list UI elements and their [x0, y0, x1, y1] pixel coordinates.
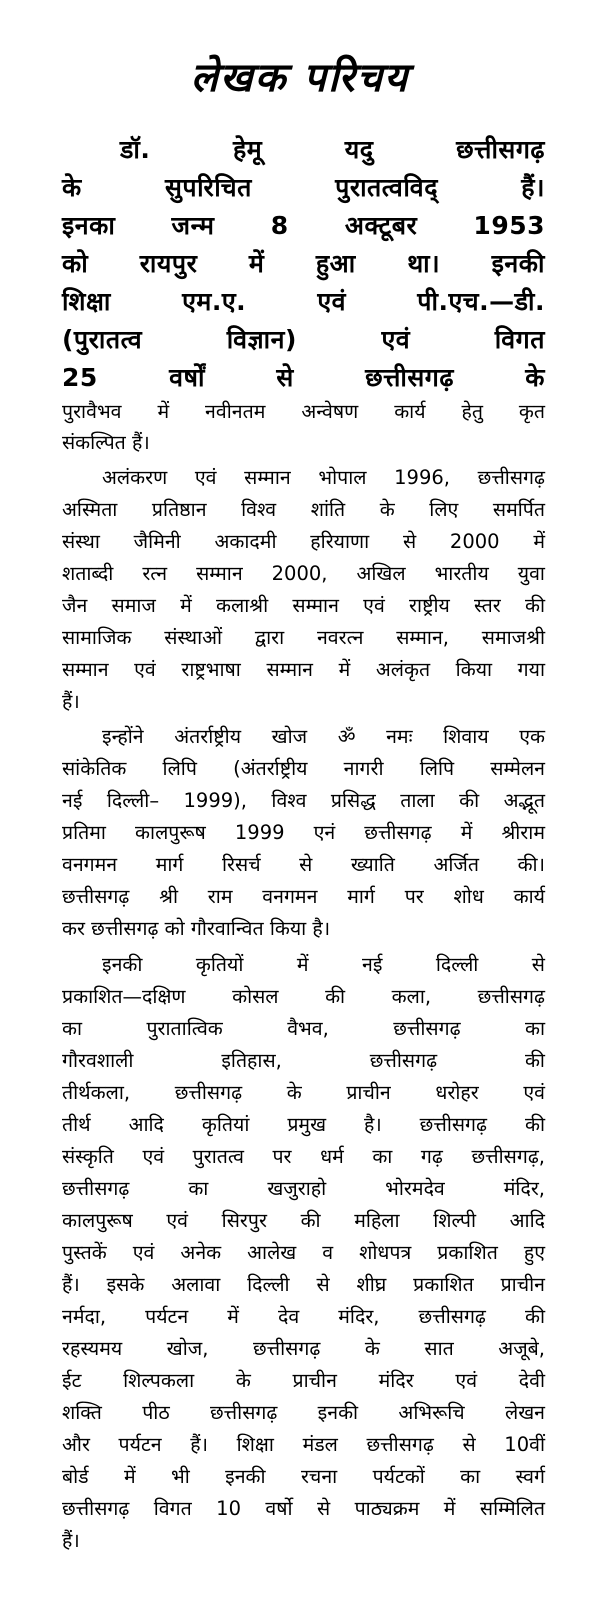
text-line: हैं।	[62, 690, 80, 713]
text-line: और पर्यटन हैं। शिक्षा मंडल छत्तीसगढ़ से 10वीं	[62, 1433, 545, 1456]
text-line: संस्था जैमिनी अकादमी हरियाणा से 2000 में	[62, 530, 545, 553]
text-line: इनका जन्म 8 अक्टूबर 1953	[62, 211, 545, 240]
text-line: शताब्दी रत्न सम्मान 2000, अखिल भारतीय युवा	[62, 562, 545, 585]
text-line: तीर्थकला, छत्तीसगढ़ के प्राचीन धरोहर एवं	[62, 1081, 545, 1104]
text-line: इन्होंने अंतर्राष्ट्रीय खोज ॐ नमः शिवाय एक	[102, 725, 545, 748]
text-line: छत्तीसगढ़ का खजुराहो भोरमदेव मंदिर,	[62, 1177, 545, 1200]
text-line: को रायपुर में हुआ था। इनकी	[62, 249, 545, 278]
text-line: जैन समाज में कलाश्री सम्मान एवं राष्ट्रीय स्तर की	[62, 594, 545, 617]
text-line: हैं। इसके अलावा दिल्ली से शीघ्र प्रकाशित प्राचीन	[62, 1273, 545, 1296]
text-line: वनगमन मार्ग रिसर्च से ख्याति अर्जित की।	[62, 853, 545, 876]
text-line: प्रकाशित—दक्षिण कोसल की कला, छत्तीसगढ़	[62, 985, 545, 1008]
text-line: संस्कृति एवं पुरातत्व पर धर्म का गढ़ छत्तीसगढ़,	[62, 1145, 545, 1168]
text-line: रहस्यमय खोज, छत्तीसगढ़ के सात अजूबे,	[62, 1337, 545, 1360]
text-line: ईट शिल्पकला के प्राचीन मंदिर एवं देवी	[62, 1369, 545, 1392]
text-line: शिक्षा एम.ए. एवं पी.एच.—डी.	[62, 287, 545, 316]
text-line: के सुपरिचित पुरातत्वविद् हैं।	[62, 173, 545, 202]
text-line: अलंकरण एवं सम्मान भोपाल 1996, छत्तीसगढ़	[102, 466, 545, 489]
text-line: प्रतिमा कालपुरूष 1999 एनं छत्तीसगढ़ में श्रीराम	[62, 821, 545, 844]
text-line: कालपुरूष एवं सिरपुर की महिला शिल्पी आदि	[62, 1209, 545, 1232]
text-line: का पुरातात्विक वैभव, छत्तीसगढ़ का	[62, 1017, 545, 1040]
text-line: इनकी कृतियों में नई दिल्ली से	[102, 953, 545, 976]
text-line: छत्तीसगढ़ श्री राम वनगमन मार्ग पर शोध कार्य	[62, 885, 545, 908]
text-line: कर छत्तीसगढ़ को गौरवान्वित किया है।	[62, 917, 331, 940]
text-line: अस्मिता प्रतिष्ठान विश्व शांति के लिए समर्पित	[62, 498, 545, 521]
text-line: पुरावैभव में नवीनतम अन्वेषण कार्य हेतु कृत	[62, 400, 545, 423]
text-line: नई दिल्ली– 1999), विश्व प्रसिद्ध ताला की अद्भूत	[62, 789, 545, 812]
text-line: गौरवशाली इतिहास, छत्तीसगढ़ की	[62, 1049, 545, 1072]
text-line: 25 वर्षों से छत्तीसगढ़ के	[62, 363, 545, 392]
text-line: तीर्थ आदि कृतियां प्रमुख है। छत्तीसगढ़ की	[62, 1113, 545, 1136]
text-line: डॉ. हेमू यदु छत्तीसगढ़	[120, 135, 545, 164]
text-line: नर्मदा, पर्यटन में देव मंदिर, छत्तीसगढ़ की	[62, 1305, 545, 1328]
text-line: संकल्पित हैं।	[62, 431, 150, 454]
text-line: सम्मान एवं राष्ट्रभाषा सम्मान में अलंकृत किया गया	[62, 658, 545, 681]
text-line: सामाजिक संस्थाओं द्वारा नवरत्न सम्मान, समाजश्री	[62, 626, 545, 649]
text-line: सांकेतिक लिपि (अंतर्राष्ट्रीय नागरी लिपि सम्मेलन	[62, 757, 545, 780]
text-line: पुस्तकें एवं अनेक आलेख व शोधपत्र प्रकाशित हुए	[62, 1241, 545, 1264]
page-title: लेखक परिचय	[190, 55, 410, 101]
text-line: (पुरातत्व विज्ञान) एवं विगत	[62, 325, 545, 354]
text-line: छत्तीसगढ़ विगत 10 वर्षो से पाठ्यक्रम में सम्मिलित	[62, 1497, 545, 1520]
text-line: हैं।	[62, 1529, 80, 1552]
text-line: शक्ति पीठ छत्तीसगढ़ इनकी अभिरूचि लेखन	[62, 1401, 545, 1424]
text-line: बोर्ड में भी इनकी रचना पर्यटकों का स्वर्ग	[62, 1465, 545, 1488]
